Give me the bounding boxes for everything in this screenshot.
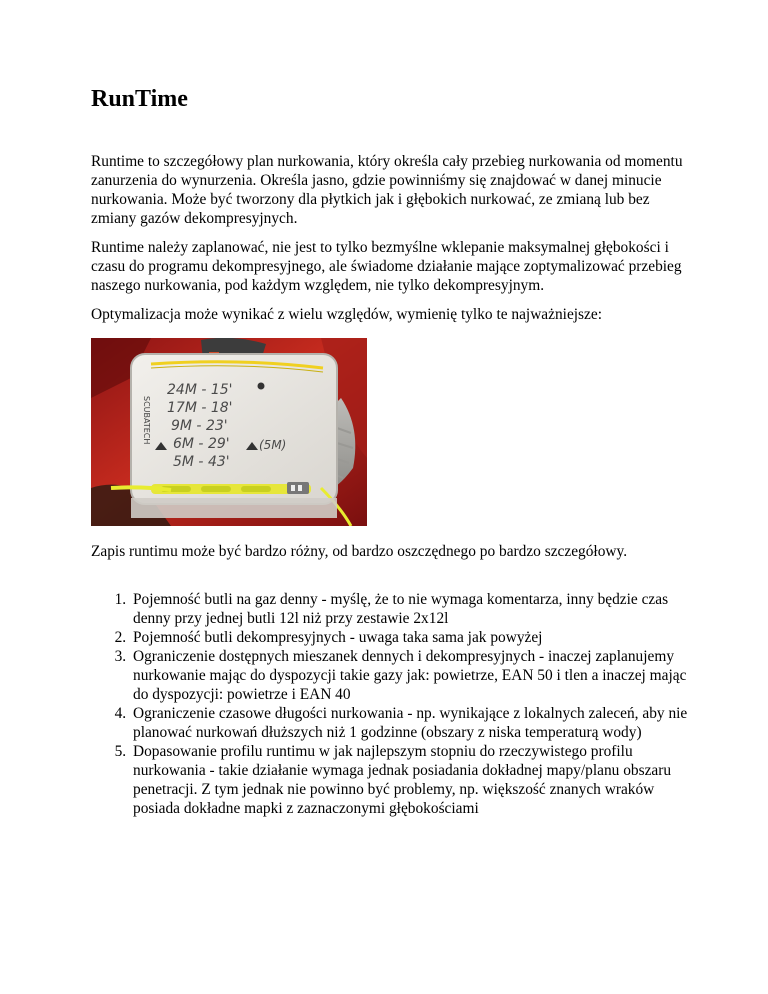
notation-paragraph: Zapis runtimu może być bardzo różny, od bardzo oszczędnego po bardzo szczegółowy.	[91, 543, 628, 560]
list-item: 4. Ograniczenie czasowe długości nurkowania - np. wynikające z lokalnych zaleceń, aby nie planować nurkowań dłuższych niż 1 godzinne (obszary z niska temperaturą wody)	[130, 704, 691, 742]
planning-paragraph: Runtime należy zaplanować, nie jest to tylko bezmyślne wklepanie maksymalnej głębokości i czasu do programu dekompresyjnego, ale świadome działanie mające zoptymalizować przebieg naszego nurkowania, pod każdym względem, nie tylko dekompresyjnym.	[91, 239, 682, 294]
svg-text:24M - 15': 24M - 15'	[167, 382, 233, 398]
intro-paragraph: Runtime to szczegółowy plan nurkowania, który określa cały przebieg nurkowania od momentu zanurzenia do wynurzenia. Określa jasno, gdzie powinniśmy się znajdować w danej minucie nurkowania. Może być tworzony dla płytkich jak i głębokich nurkować, ze zmianą lub bez zmiany gazów dekompresyjnych.	[91, 153, 683, 227]
svg-text:SCUBATECH: SCUBATECH	[142, 396, 151, 445]
list-item: 3. Ograniczenie dostępnych mieszanek dennych i dekompresyjnych - inaczej zaplanujemy nurkowanie mając do dyspozycji takie gazy jak: powietrze, EAN 50 i tlen a inaczej mając do dyspozycji: powietrze i EAN 40	[130, 647, 691, 704]
svg-text:5M - 43': 5M - 43'	[173, 454, 230, 470]
svg-text:9M - 23': 9M - 23'	[171, 418, 228, 434]
svg-text:17M - 18': 17M - 18'	[167, 400, 233, 416]
document-title: RunTime	[91, 86, 188, 112]
optimization-list	[91, 590, 691, 818]
svg-text:6M - 29': 6M - 29'	[173, 436, 230, 452]
svg-text:(5M): (5M)	[259, 438, 287, 452]
optimization-paragraph: Optymalizacja może wynikać z wielu względów, wymienię tylko te najważniejsze:	[91, 306, 602, 323]
runtime-slate-photo	[91, 338, 367, 526]
list-item: 5. Dopasowanie profilu runtimu w jak najlepszym stopniu do rzeczywistego profilu nurkowania - takie działanie wymaga jednak posiadania dokładnej mapy/planu obszaru penetracji. Z tym jednak nie powinno być problemy, np. większość znanych wraków posiada dokładne mapki z zaznaczonymi głębokościami	[130, 742, 691, 818]
list-item: 2. Pojemność butli dekompresyjnych - uwaga taka sama jak powyżej	[130, 628, 691, 647]
list-item: 1. Pojemność butli na gaz denny - myślę, że to nie wymaga komentarza, inny będzie czas denny przy jednej butli 12l niż przy zestawie 2x12l	[130, 590, 691, 628]
